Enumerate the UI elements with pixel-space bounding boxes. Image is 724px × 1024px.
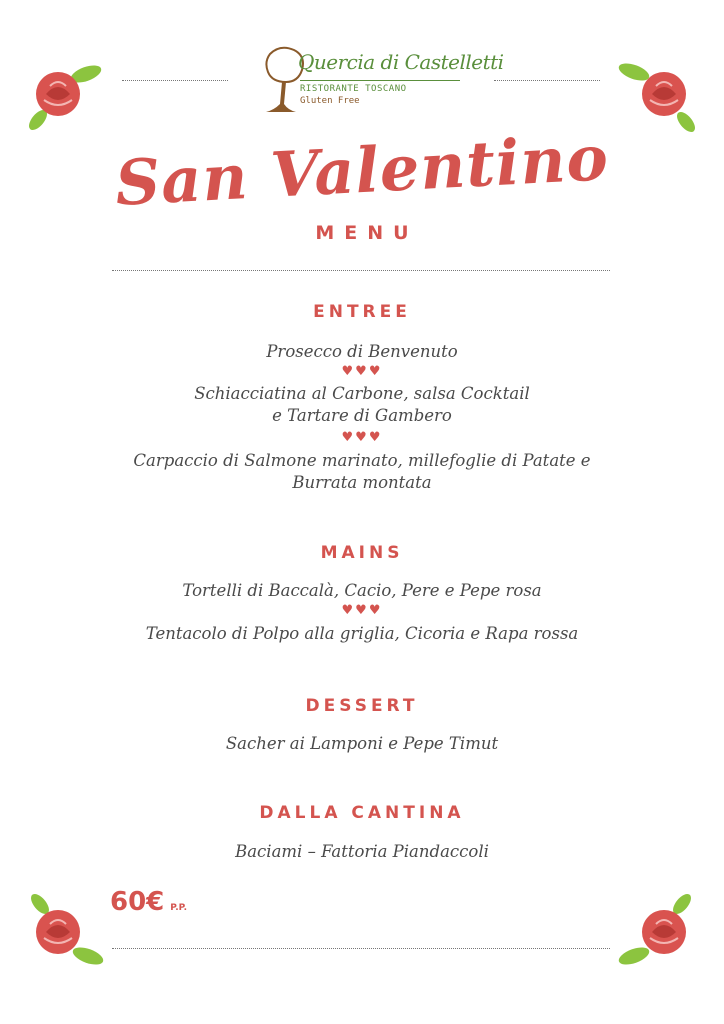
restaurant-logo [262, 44, 504, 116]
divider [112, 270, 610, 271]
section-heading-entree: ENTREE [313, 302, 411, 322]
dish-item: Sacher ai Lamponi e Pepe Timut [225, 734, 499, 753]
price [110, 887, 187, 917]
rose-icon [24, 54, 110, 140]
divider [112, 948, 610, 949]
divider [494, 80, 600, 81]
heart-separator: ♥♥♥ [341, 430, 383, 445]
rose-icon [612, 886, 698, 972]
logo-rule [300, 80, 460, 81]
rose-icon [24, 886, 110, 972]
dish-item: Carpaccio di Salmone marinato, millefoglie di Patate e [133, 451, 591, 470]
logo-subtitle: RISTORANTE TOSCANO [300, 84, 407, 94]
divider [122, 80, 228, 81]
heart-separator: ♥♥♥ [341, 603, 383, 618]
price-unit: P.P. [170, 903, 188, 913]
dish-item: Baciami – Fattoria Piandaccoli [235, 842, 489, 861]
menu-subtitle: MENU [315, 222, 419, 244]
logo-name: Quercia di Castelletti [298, 50, 504, 74]
logo-tag: Gluten Free [300, 96, 360, 106]
dish-item: Burrata montata [292, 473, 432, 492]
page-title: San Valentino [113, 121, 611, 220]
dish-item: Tortelli di Baccalà, Cacio, Pere e Pepe rosa [182, 581, 542, 600]
heart-separator: ♥♥♥ [341, 364, 383, 379]
section-heading-dessert: DESSERT [305, 696, 419, 716]
dish-item: e Tartare di Gambero [272, 406, 452, 425]
section-heading-dalla-cantina: DALLA CANTINA [259, 803, 465, 823]
section-heading-mains: MAINS [320, 543, 404, 563]
price-amount: 60€ [110, 887, 165, 917]
dish-item: Schiacciatina al Carbone, salsa Cocktail [194, 384, 530, 403]
dish-item: Prosecco di Benvenuto [266, 342, 458, 361]
dish-item: Tentacolo di Polpo alla griglia, Cicoria e Rapa rossa [145, 624, 579, 643]
